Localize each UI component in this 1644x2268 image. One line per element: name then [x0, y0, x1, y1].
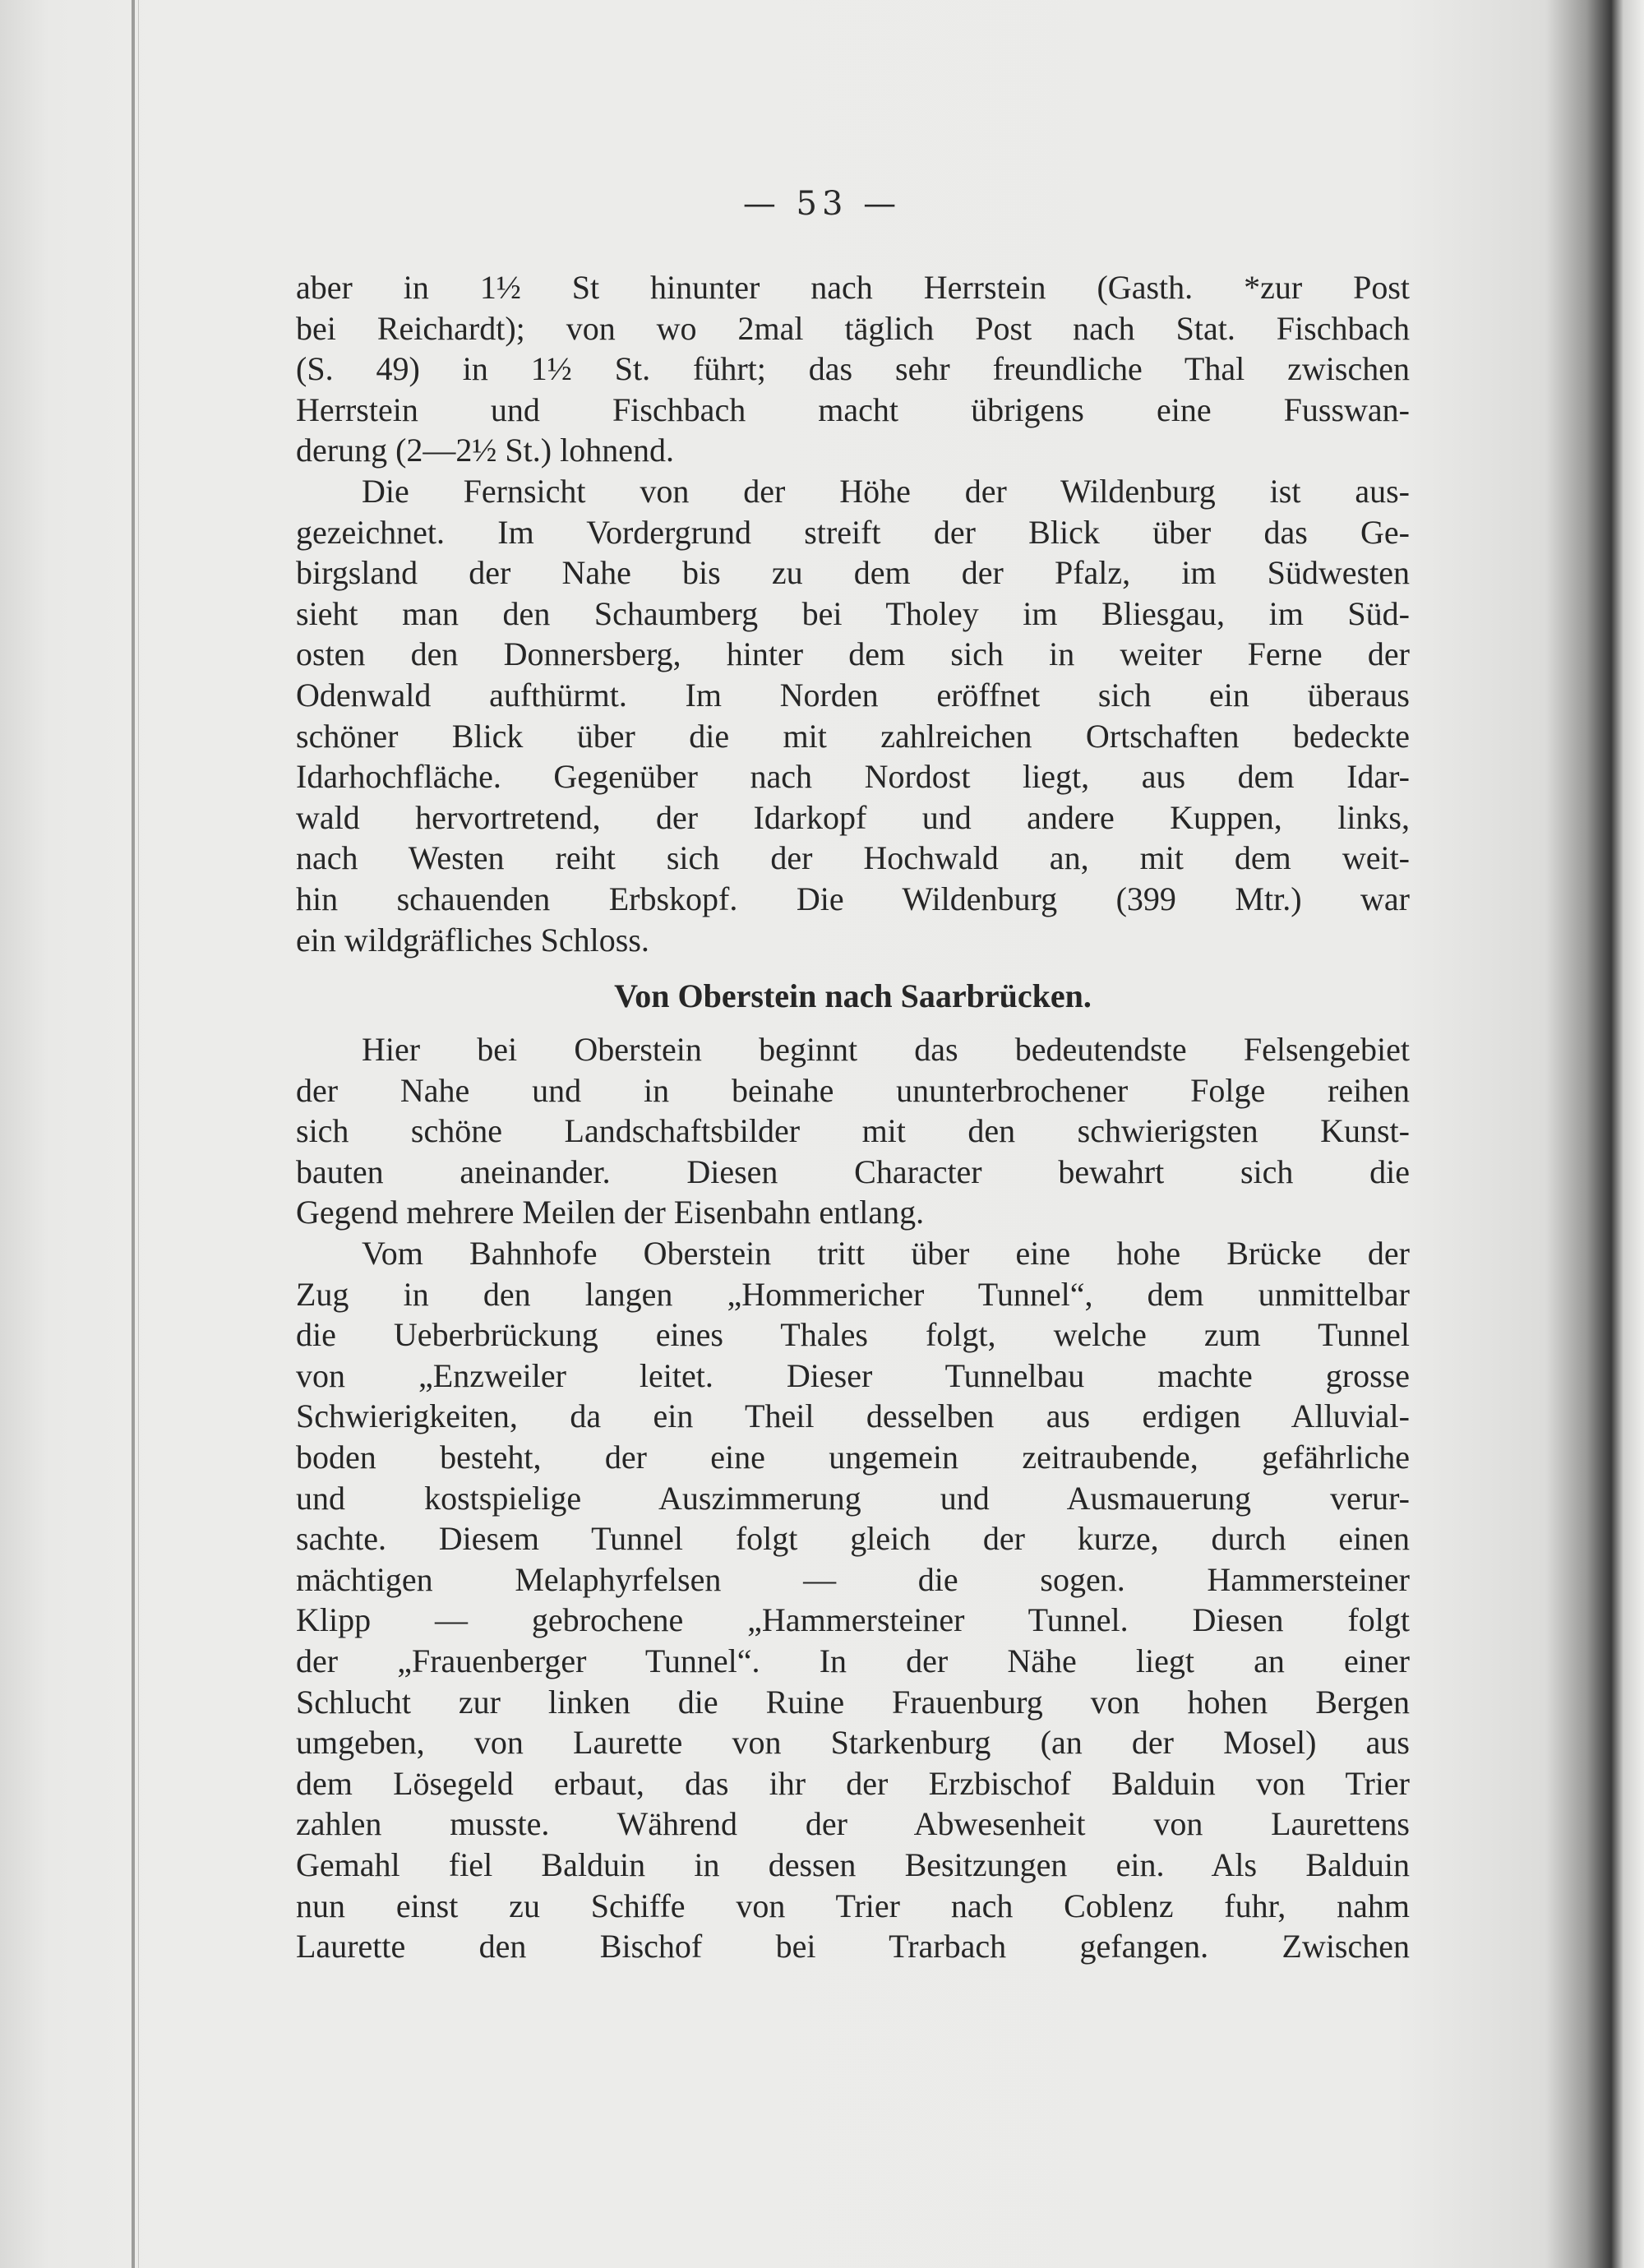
text-line: gezeichnet. Im Vordergrund streift der Blick über das Ge-: [296, 513, 1410, 551]
text-line: nach Westen reiht sich der Hochwald an, mit dem weit-: [296, 839, 1410, 877]
text-line: nun einst zu Schiffe von Trier nach Coblenz fuhr, nahm: [296, 1887, 1410, 1924]
text-line: Idarhochfläche. Gegenüber nach Nordost liegt, aus dem Idar-: [296, 758, 1410, 796]
text-line: von „Enzweiler leitet. Dieser Tunnelbau machte grosse: [296, 1356, 1410, 1394]
text-line: mächtigen Melaphyrfelsen — die sogen. Hammersteiner: [296, 1560, 1410, 1598]
page-shadow-line: [132, 0, 135, 2268]
text-line: Gegend mehrere Meilen der Eisenbahn entlang.: [296, 1194, 925, 1231]
text-line: Schwierigkeiten, da ein Theil desselben aus erdigen Alluvial-: [296, 1397, 1410, 1435]
text-line: osten den Donnersberg, hinter dem sich in weiter Ferne der: [296, 635, 1410, 673]
page-number: — 53 —: [742, 185, 902, 223]
text-line: zahlen musste. Während der Abwesenheit von Laurettens: [296, 1805, 1410, 1843]
paragraph-group-1: [296, 267, 1410, 960]
text-line: Klipp — gebrochene „Hammersteiner Tunnel. Diesen folgt: [296, 1601, 1410, 1639]
text-line: Die Fernsicht von der Höhe der Wildenburg ist aus-: [362, 472, 1410, 510]
text-line: Zug in den langen „Hommericher Tunnel“, dem unmittelbar: [296, 1275, 1410, 1313]
text-line: Hier bei Oberstein beginnt das bedeutendste Felsengebiet: [362, 1031, 1410, 1069]
text-line: sich schöne Landschaftsbilder mit den schwierigsten Kunst-: [296, 1112, 1410, 1150]
text-line: dem Lösegeld erbaut, das ihr der Erzbischof Balduin von Trier: [296, 1764, 1410, 1802]
text-line: sachte. Diesem Tunnel folgt gleich der kurze, durch einen: [296, 1520, 1410, 1558]
text-line: die Ueberbrückung eines Thales folgt, welche zum Tunnel: [296, 1316, 1410, 1354]
text-line: Vom Bahnhofe Oberstein tritt über eine hohe Brücke der: [362, 1235, 1410, 1273]
section-heading: Von Oberstein nach Saarbrücken.: [614, 977, 1092, 1015]
text-line: umgeben, von Laurette von Starkenburg (an der Mosel) aus: [296, 1724, 1410, 1762]
text-line: (S. 49) in 1½ St. führt; das sehr freundliche Thal zwischen: [296, 350, 1410, 388]
text-line: boden besteht, der eine ungemein zeitraubende, gefährliche: [296, 1439, 1410, 1476]
text-line: derung (2—2½ St.) lohnend.: [296, 432, 674, 469]
text-line: Herrstein und Fischbach macht übrigens eine Fusswan-: [296, 390, 1410, 428]
text-line: sieht man den Schaumberg bei Tholey im Bliesgau, im Süd-: [296, 594, 1410, 632]
text-line: Odenwald aufthürmt. Im Norden eröffnet sich ein überaus: [296, 676, 1410, 714]
text-line: Gemahl fiel Balduin in dessen Besitzungen ein. Als Balduin: [296, 1845, 1410, 1883]
text-line: ein wildgräfliches Schloss.: [296, 921, 649, 958]
text-line: birgsland der Nahe bis zu dem der Pfalz, im Südwesten: [296, 554, 1410, 592]
text-block: [296, 267, 1410, 1967]
text-line: bei Reichardt); von wo 2mal täglich Post nach Stat. Fischbach: [296, 309, 1410, 347]
text-line: und kostspielige Auszimmerung und Ausmauerung verur-: [296, 1479, 1410, 1517]
text-line: der „Frauenberger Tunnel“. In der Nähe liegt an einer: [296, 1642, 1410, 1679]
text-line: bauten aneinander. Diesen Character bewahrt sich die: [296, 1152, 1410, 1190]
text-line: aber in 1½ St hinunter nach Herrstein (Gasth. *zur Post: [296, 269, 1410, 306]
paragraph-group-2: [296, 1029, 1410, 1967]
text-line: Schlucht zur linken die Ruine Frauenburg von hohen Bergen: [296, 1683, 1410, 1721]
text-line: hin schauenden Erbskopf. Die Wildenburg (399 Mtr.) war: [296, 880, 1410, 917]
page-shadow-line-thin: [138, 0, 139, 2268]
text-line: der Nahe und in beinahe ununterbrochener Folge reihen: [296, 1071, 1410, 1109]
text-line: schöner Blick über die mit zahlreichen Ortschaften bedeckte: [296, 717, 1410, 755]
text-line: wald hervortretend, der Idarkopf und andere Kuppen, links,: [296, 798, 1410, 836]
text-line: Laurette den Bischof bei Trarbach gefangen. Zwischen: [296, 1928, 1410, 1965]
